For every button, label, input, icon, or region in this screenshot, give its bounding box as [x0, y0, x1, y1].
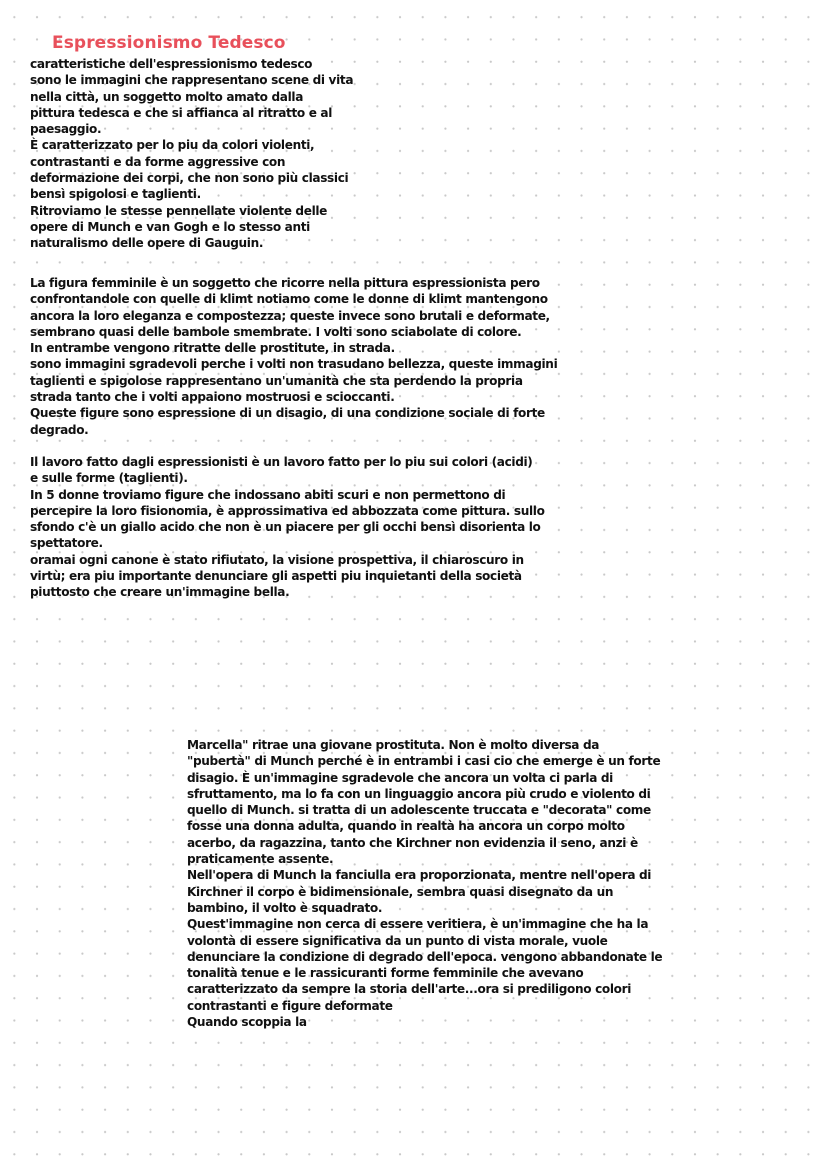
text-line: contrastanti e da forme aggressive con: [30, 154, 286, 169]
text-line: denunciare la condizione di degrado dell'epoca. vengono abbandonate le: [187, 949, 663, 964]
text-line: taglienti e spigolose rappresentano un'umanità che sta perdendo la propria: [30, 373, 523, 388]
text-line: confrontandole con quelle di klimt notiamo come le donne di klimt mantengono: [30, 292, 548, 307]
text-line: praticamente assente.: [187, 852, 334, 867]
text-line: sembrano quasi delle bambole smembrate. I volti sono sciabolate di colore.: [30, 324, 522, 339]
text-line: bambino, il volto è squadrato.: [187, 900, 383, 915]
text-line: ancora la loro eleganza e compostezza; queste invece sono brutali e deformate,: [30, 308, 550, 323]
text-line: Ritroviamo le stesse pennellate violente delle: [30, 203, 328, 218]
text-line: "pubertà" di Munch perché è in entrambi i casi cio che emerge è un forte: [187, 754, 661, 769]
text-line: naturalismo delle opere di Gauguin.: [30, 236, 264, 251]
text-line: acerbo, da ragazzina, tanto che Kirchner non evidenzia il seno, anzi è: [187, 835, 638, 850]
text-line: In entrambe vengono ritratte delle prostitute, in strada.: [30, 341, 395, 356]
text-line: contrastanti e figure deformate: [187, 998, 393, 1013]
text-line: disagio. È un'immagine sgradevole che ancora un volta ci parla di: [187, 770, 613, 785]
text-line: oramai ogni canone è stato rifiutato, la visione prospettiva, il chiaroscuro in: [30, 552, 524, 567]
text-line: In 5 donne troviamo figure che indossano abiti scuri e non permettono di: [30, 487, 506, 502]
text-line: fosse una donna adulta, quando in realtà ha ancora un corpo molto: [187, 819, 625, 834]
text-line: tonalità tenue e le rassicuranti forme femminile che avevano: [187, 966, 584, 981]
text-line: sfruttamento, ma lo fa con un linguaggio ancora più crudo e violento di: [187, 786, 651, 801]
text-line: piuttosto che creare un'immagine bella.: [30, 585, 290, 600]
text-line: La figura femminile è un soggetto che ricorre nella pittura espressionista pero: [30, 276, 540, 290]
text-line: strada tanto che i volti appaiono mostruosi e scioccanti.: [30, 390, 395, 405]
text-line: spettatore.: [30, 536, 103, 551]
text-line: nella città, un soggetto molto amato dalla: [30, 89, 303, 104]
text-line: Il lavoro fatto dagli espressionisti è un lavoro fatto per lo piu sui colori (acidi): [30, 455, 533, 469]
text-line: caratteristiche dell'espressionismo tedesco: [30, 57, 313, 71]
text-line: percepire la loro fisionomia, è approssimativa ed abbozzata come pittura. sullo: [30, 503, 545, 518]
text-line: pittura tedesca e che si affianca al ritratto e al: [30, 105, 333, 120]
text-line: Queste figure sono espressione di un disagio, di una condizione sociale di forte: [30, 406, 545, 421]
text-line: sono immagini sgradevoli perche i volti non trasudano bellezza, queste immagini: [30, 357, 558, 372]
text-line: sono le immagini che rappresentano scene di vita: [30, 73, 354, 88]
text-line: Quest'immagine non cerca di essere veritiera, è un'immagine che ha la: [187, 917, 649, 932]
text-line: caratterizzato da sempre la storia dell'arte...ora si prediligono colori: [187, 982, 632, 997]
text-line: volontà di essere significativa da un punto di vista morale, vuole: [187, 933, 608, 948]
text-line: quello di Munch. si tratta di un adolescente truccata e "decorata" come: [187, 803, 651, 818]
page-title: Espressionismo Tedesco: [52, 33, 286, 53]
text-line: paesaggio.: [30, 122, 102, 137]
paragraph-marcella: [187, 737, 662, 1030]
text-line: sfondo c'è un giallo acido che non è un piacere per gli occhi bensì disorienta lo: [30, 520, 541, 535]
text-line: degrado.: [30, 422, 89, 437]
text-line: È caratterizzato per lo piu da colori violenti,: [30, 138, 315, 153]
text-line: deformazione dei corpi, che non sono più classici: [30, 171, 349, 186]
text-line: virtù; era piu importante denunciare gli aspetti piu inquietanti della società: [30, 569, 522, 584]
paragraph-female-figure: [30, 275, 557, 438]
paragraph-colors-forms: [30, 454, 545, 601]
text-line: Kirchner il corpo è bidimensionale, sembra quasi disegnato da un: [187, 884, 614, 899]
text-line: Nell'opera di Munch la fanciulla era proporzionata, mentre nell'opera di: [187, 868, 652, 883]
text-line: e sulle forme (taglienti).: [30, 471, 188, 486]
text-line: Marcella" ritrae una giovane prostituta. Non è molto diversa da: [187, 738, 600, 752]
text-line: Quando scoppia la: [187, 1015, 307, 1030]
text-line: bensì spigolosi e taglienti.: [30, 187, 201, 202]
text-line: opere di Munch e van Gogh e lo stesso anti: [30, 219, 310, 234]
paragraph-city-scenes: [30, 56, 353, 252]
